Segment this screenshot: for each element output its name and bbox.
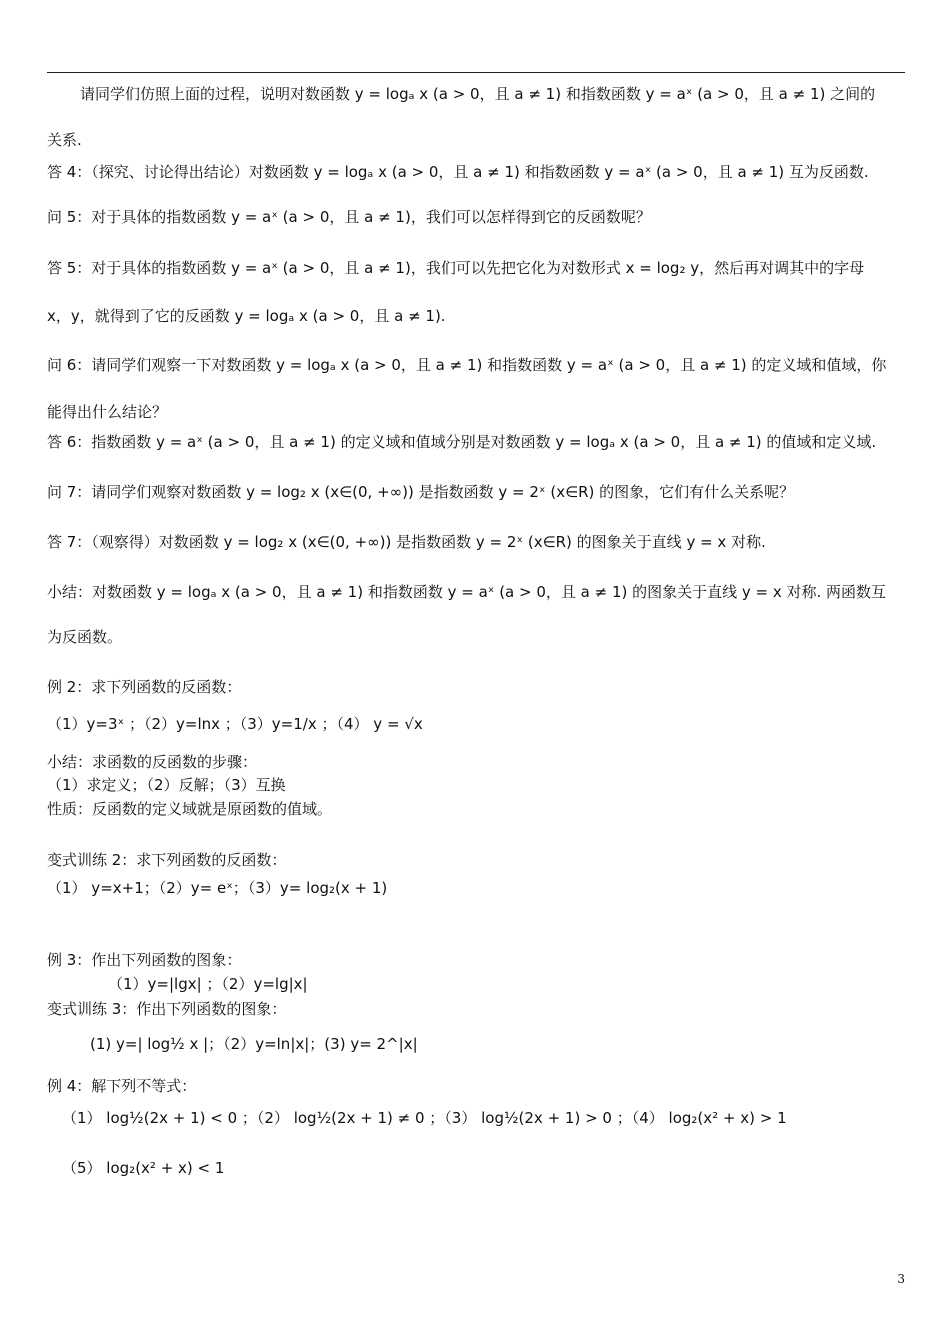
text-line: 性质：反函数的定义域就是原函数的值域。 bbox=[47, 800, 333, 818]
text-line: 问 5：对于具体的指数函数 y = aˣ (a > 0，且 a ≠ 1)，我们可以怎样得到它的反函数呢？ bbox=[47, 208, 651, 226]
text-line: 答 5：对于具体的指数函数 y = aˣ (a > 0，且 a ≠ 1)，我们可以先把它化为对数形式 x = log₂ y，然后再对调其中的字母 bbox=[47, 259, 865, 277]
text-line: 为反函数。 bbox=[47, 628, 123, 646]
text-line: 答 4：（探究、讨论得出结论）对数函数 y = logₐ x (a > 0，且 a ≠ 1) 和指数函数 y = aˣ (a > 0，且 a ≠ 1) 互为反函数. bbox=[47, 163, 869, 181]
text-line: （1） y=x+1；（2）y= eˣ；（3）y= log₂(x + 1) bbox=[47, 879, 388, 897]
text-line: 小结：对数函数 y = logₐ x (a > 0，且 a ≠ 1) 和指数函数 y = aˣ (a > 0，且 a ≠ 1) 的图象关于直线 y = x 对称. 两函数互 bbox=[47, 583, 887, 601]
text-line: 能得出什么结论？ bbox=[47, 403, 168, 421]
text-line: x，y，就得到了它的反函数 y = logₐ x (a > 0，且 a ≠ 1). bbox=[47, 307, 446, 325]
text-line: （1）求定义；（2）反解；（3）互换 bbox=[47, 776, 286, 794]
text-line: 小结：求函数的反函数的步骤： bbox=[47, 753, 258, 771]
text-line: 变式训练 3：作出下列函数的图象： bbox=[47, 1000, 287, 1018]
text-line: 变式训练 2：求下列函数的反函数： bbox=[47, 851, 287, 869]
text-line: 答 6：指数函数 y = aˣ (a > 0，且 a ≠ 1) 的定义域和值域分别是对数函数 y = logₐ x (a > 0，且 a ≠ 1) 的值域和定义域. bbox=[47, 433, 877, 451]
text-line: 答 7：（观察得）对数函数 y = log₂ x (x∈(0, +∞)) 是指数函数 y = 2ˣ (x∈R) 的图象关于直线 y = x 对称. bbox=[47, 533, 766, 551]
text-line: 例 2：求下列函数的反函数： bbox=[47, 678, 242, 696]
text-line: （1）y=|lgx| ；（2）y=lg|x| bbox=[108, 975, 308, 993]
header-rule bbox=[47, 72, 905, 73]
text-line: 例 4：解下列不等式： bbox=[47, 1077, 197, 1095]
text-line: 问 7：请同学们观察对数函数 y = log₂ x (x∈(0, +∞)) 是指数函数 y = 2ˣ (x∈R) 的图象，它们有什么关系呢？ bbox=[47, 483, 795, 501]
text-line: 例 3：作出下列函数的图象： bbox=[47, 951, 242, 969]
text-line: （1）y=3ˣ ；（2）y=lnx ；（3）y=1/x ；（4） y = √x bbox=[47, 715, 423, 733]
text-line: （1） log½(2x + 1) < 0 ；（2） log½(2x + 1) ≠ 0 ；（3） log½(2x + 1) > 0 ；（4） log₂(x² + x) > 1 bbox=[62, 1109, 787, 1127]
page-number: 3 bbox=[897, 1272, 905, 1286]
text-line: 关系. bbox=[47, 131, 82, 149]
text-line: 问 6：请同学们观察一下对数函数 y = logₐ x (a > 0，且 a ≠ 1) 和指数函数 y = aˣ (a > 0，且 a ≠ 1) 的定义域和值域，你 bbox=[47, 356, 887, 374]
text-line: （5） log₂(x² + x) < 1 bbox=[62, 1159, 225, 1177]
text-line: 请同学们仿照上面的过程，说明对数函数 y = logₐ x (a > 0，且 a ≠ 1) 和指数函数 y = aˣ (a > 0，且 a ≠ 1) 之间的 bbox=[80, 85, 876, 103]
text-line: (1) y=| log½ x |；（2）y=ln|x|；(3) y= 2^|x| bbox=[90, 1035, 418, 1053]
